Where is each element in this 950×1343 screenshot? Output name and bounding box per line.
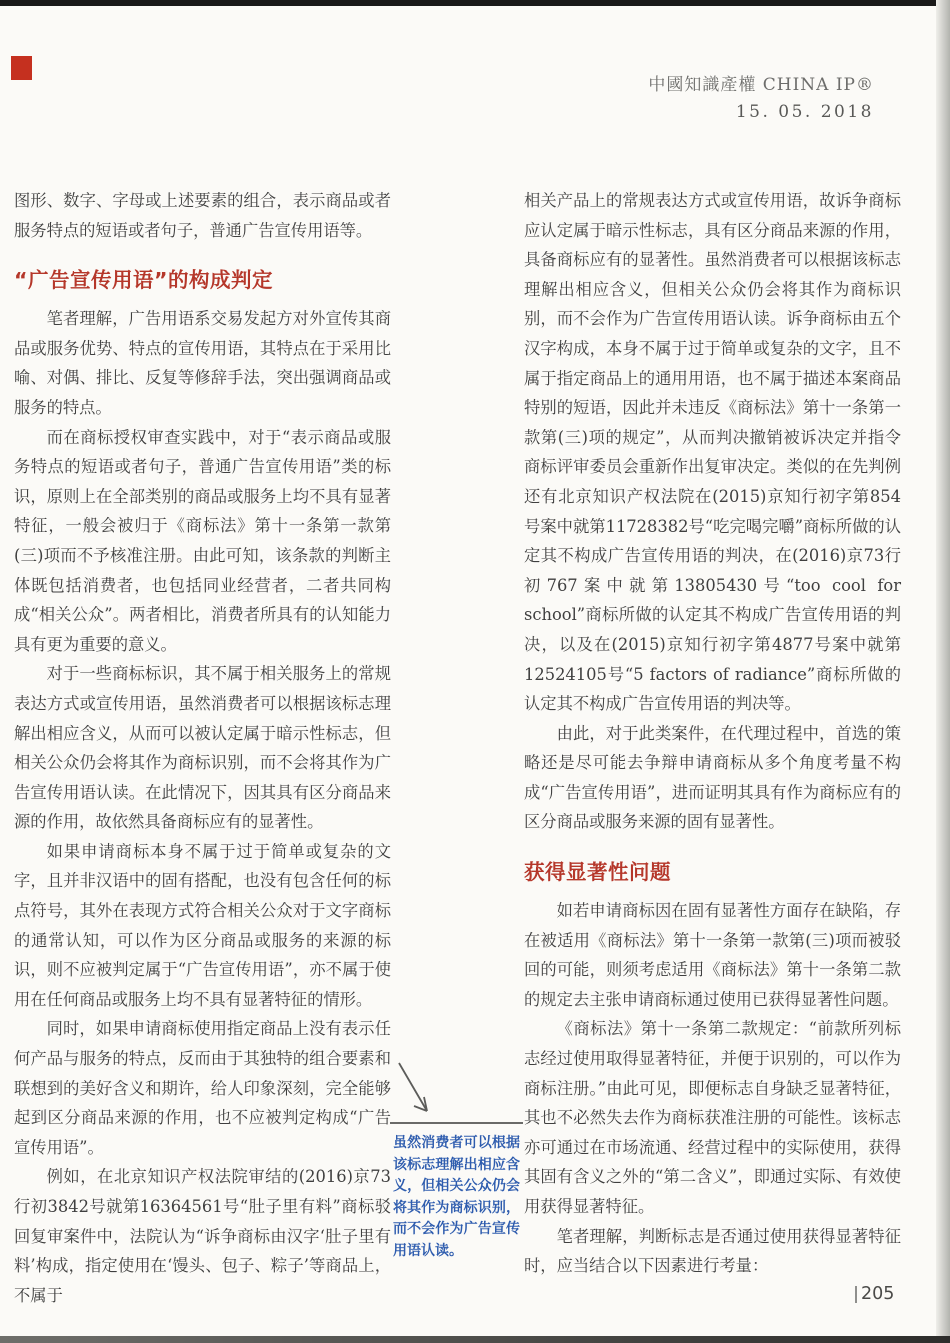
paragraph: 对于一些商标标识，其不属于相关服务上的常规表达方式或宣传用语，虽然消费者可以根据该标志理解出相应含义，从而可以被认定属于暗示性标志，但相关公众仍会将其作为商标识别，而不会将其作为广告宣传用语认读。在此情况下，因其具有区分商品来源的作用，故依然具备商标应有的显著性。 bbox=[14, 664, 391, 832]
page-header bbox=[648, 70, 874, 122]
scan-edge-top bbox=[0, 0, 950, 6]
paragraph: 如果申请商标本身不属于过于简单或复杂的文字，且并非汉语中的固有搭配，也没有包含任何的标点符号，其外在表现方式符合相关公众对于文字商标的通常认知，可以作为区分商品或服务的来源的标识，则不应被判定属于“广告宣传用语”，亦不属于使用在任何商品或服务上均不具有显著特征的情形。 bbox=[14, 841, 391, 1009]
section-heading-ad-slogan-determination: “广告宣传用语”的构成判定 bbox=[14, 268, 273, 293]
paragraph: 例如，在北京知识产权法院审结的(2016)京73行初3842号就第16364561号“肚子里有料”商标驳回复审案件中，法院认为“诉争商标由汉字‘肚子里有料’构成，指定使用在‘馒头、包子、粽子’等商品上，不属于 bbox=[14, 1167, 391, 1305]
pull-quote-rule bbox=[390, 1122, 523, 1124]
scan-edge-right bbox=[936, 0, 950, 1343]
right-column bbox=[524, 186, 901, 1281]
pull-quote bbox=[393, 1060, 520, 1263]
arrow-icon bbox=[395, 1060, 437, 1118]
paragraph: 而在商标授权审查实践中，对于“表示商品或服务特点的短语或者句子，普通广告宣传用语”类的标识，原则上在全部类别的商品或服务上均不具有显著特征，一般会被归于《商标法》第十一条第一款第(三)项而不予核准注册。由此可知，该条款的判断主体既包括消费者，也包括同业经营者，二者共同构成“相关公众”。两者相比，消费者所具有的认知能力具有更为重要的意义。 bbox=[14, 427, 391, 654]
page-number-value: 205 bbox=[861, 1284, 895, 1304]
paragraph: 由此，对于此类案件，在代理过程中，首选的策略还是尽可能去争辩申请商标从多个角度考量不构成“广告宣传用语”，进而证明其具有作为商标应有的区分商品或服务来源的固有显著性。 bbox=[524, 723, 901, 832]
magazine-title: 中國知識產權 CHINA IP® bbox=[648, 75, 874, 95]
pull-quote-text: 虽然消费者可以根据该标志理解出相应含义，但相关公众仍会将其作为商标识别，而不会作为广告宣传用语认读。 bbox=[393, 1135, 520, 1259]
paragraph-continuation: 图形、数字、字母或上述要素的组合，表示商品或者服务特点的短语或者句子，普通广告宣传用语等。 bbox=[14, 191, 391, 240]
paragraph: 笔者理解，判断标志是否通过使用获得显著特征时，应当结合以下因素进行考量： bbox=[524, 1226, 901, 1276]
issue-date: 15. 05. 2018 bbox=[735, 102, 874, 122]
paragraph-continuation: 相关产品上的常规表达方式或宣传用语，故诉争商标应认定属于暗示性标志，具有区分商品来源的作用，具备商标应有的显著性。虽然消费者可以根据该标志理解出相应含义，但相关公众仍会将其作为商标识别，而不会作为广告宣传用语认读。诉争商标由五个汉字构成，本身不属于过于简单或复杂的文字，且不属于指定商品上的通用用语，也不属于描述本案商品特别的短语，因此并未违反《商标法》第十一条第一款第(三)项的规定”，从而判决撤销被诉决定并指令商标评审委员会重新作出复审决定。类似的在先判例还有北京知识产权法院在(2015)京知行初字第854号案中就第11728382号“吃完喝完嚼”商标所做的认定其不构成广告宣传用语的判决，在(2016)京73行初767案中就第13805430号“too cool for school”商标所做的认定其不构成广告宣传用语的判决，以及在(2015)京知行初字第4877号案中就第12524105号“5 factors of radiance”商标所做的认定其不构成广告宣传用语的判决等。 bbox=[524, 191, 901, 714]
scan-edge-bottom bbox=[0, 1336, 950, 1343]
paragraph: 《商标法》第十一条第二款规定：“前款所列标志经过使用取得显著特征，并便于识别的，可以作为商标注册。”由此可见，即便标志自身缺乏显著特征，其也不必然失去作为商标获准注册的可能性。该标志亦可通过在市场流通、经营过程中的实际使用，获得其固有含义之外的“第二含义”，即通过实际、有效使用获得显著特征。 bbox=[524, 1019, 901, 1216]
paragraph: 如若申请商标因在固有显著性方面存在缺陷，存在被适用《商标法》第十一条第一款第(三)项而被驳回的可能，则须考虑适用《商标法》第十一条第二款的规定去主张申请商标通过使用已获得显著性问题。 bbox=[524, 901, 901, 1009]
section-heading-acquired-distinctiveness: 获得显著性问题 bbox=[524, 860, 671, 885]
red-square-mark bbox=[11, 56, 32, 80]
page-number-divider bbox=[855, 1286, 857, 1303]
page-number bbox=[855, 1284, 894, 1304]
paragraph: 笔者理解，广告用语系交易发起方对外宣传其商品或服务优势、特点的宣传用语，其特点在于采用比喻、对偶、排比、反复等修辞手法，突出强调商品或服务的特点。 bbox=[14, 309, 391, 417]
paragraph: 同时，如果申请商标使用指定商品上没有表示任何产品与服务的特点，反而由于其独特的组合要素和联想到的美好含义和期许，给人印象深刻，完全能够起到区分商品来源的作用，也不应被判定构成“广告宣传用语”。 bbox=[14, 1019, 391, 1157]
left-column bbox=[14, 186, 391, 1310]
